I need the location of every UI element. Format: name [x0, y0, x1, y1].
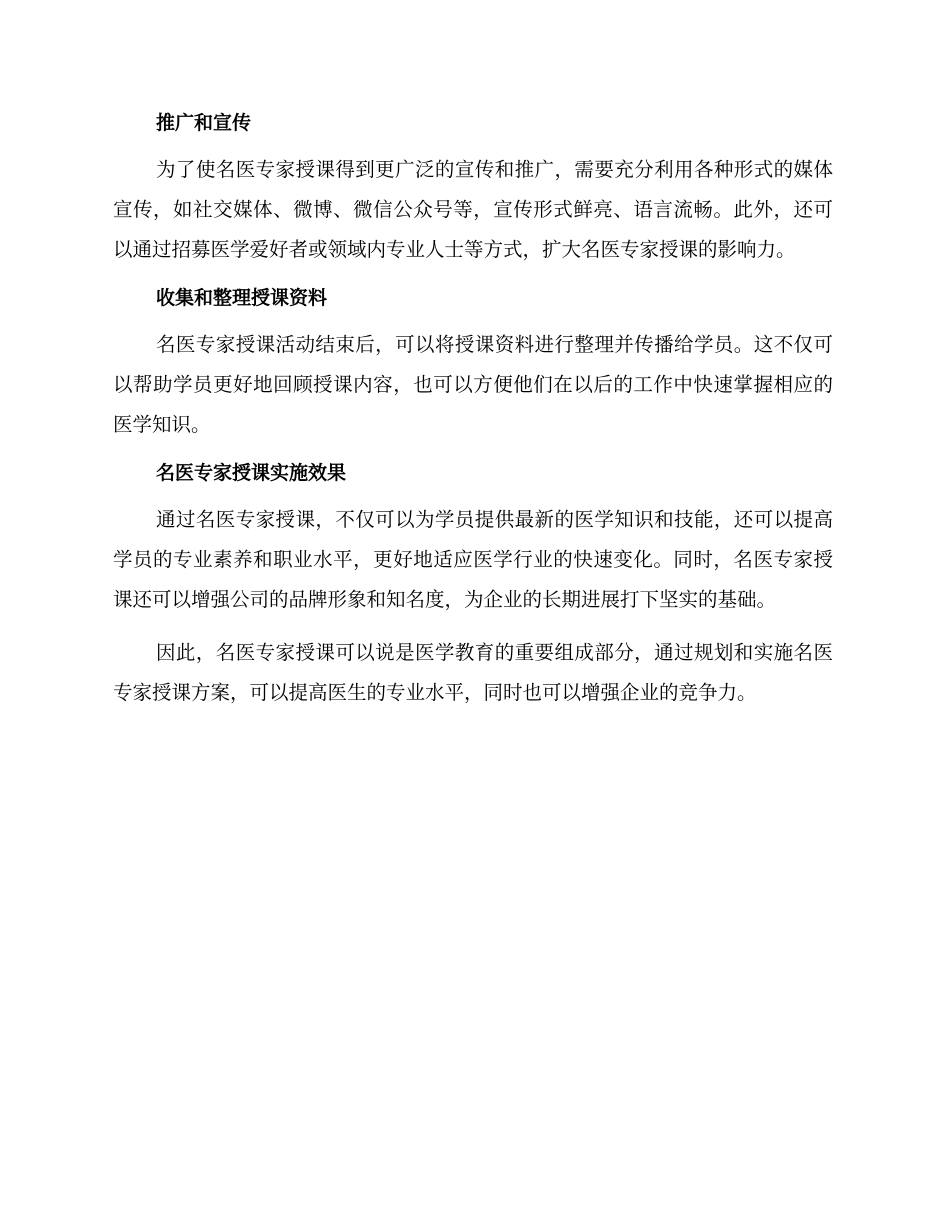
- section-effects: [113, 458, 833, 713]
- document-page: [113, 108, 833, 726]
- section-promotion: [113, 108, 833, 270]
- paragraph: 通过名医专家授课，不仅可以为学员提供最新的医学知识和技能，还可以提高学员的专业素养和职业水平，更好地适应医学行业的快速变化。同时，名医专家授课还可以增强公司的品牌形象和知名度，为企业的长期进展打下坚实的基础。: [113, 508, 833, 611]
- section-heading: 推广和宣传: [156, 112, 252, 134]
- paragraph: 名医专家授课活动结束后，可以将授课资料进行整理并传播给学员。这不仅可以帮助学员更好地回顾授课内容，也可以方便他们在以后的工作中快速掌握相应的医学知识。: [113, 333, 833, 436]
- paragraph: 为了使名医专家授课得到更广泛的宣传和推广，需要充分利用各种形式的媒体宣传，如社交媒体、微博、微信公众号等，宣传形式鲜亮、语言流畅。此外，还可以通过招募医学爱好者或领域内专业人士等方式，扩大名医专家授课的影响力。: [113, 158, 833, 261]
- paragraph: 因此，名医专家授课可以说是医学教育的重要组成部分，通过规划和实施名医专家授课方案，可以提高医生的专业水平，同时也可以增强企业的竞争力。: [113, 641, 833, 704]
- section-materials: [113, 283, 833, 445]
- section-heading: 名医专家授课实施效果: [156, 462, 347, 484]
- section-heading: 收集和整理授课资料: [156, 287, 328, 309]
